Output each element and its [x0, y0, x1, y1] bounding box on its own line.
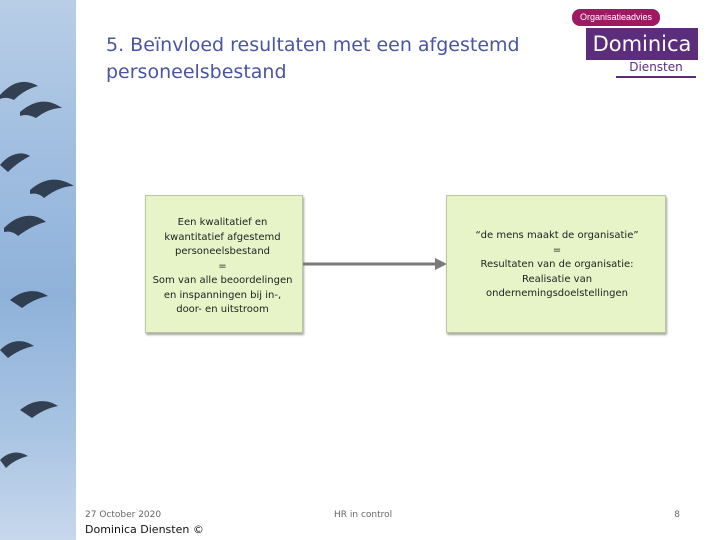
footer-company: Dominica Diensten ©: [85, 523, 204, 536]
slide-title: 5. Beïnvloed resultaten met een afgestemd personeelsbestand: [106, 34, 520, 83]
right-box-text: “de mens maakt de organisatie” = Resultaten van de organisatie: Realisatie van ondernemingsdoelstellingen: [475, 230, 639, 299]
birds-image: [0, 0, 76, 540]
logo-name: Dominica: [586, 28, 698, 60]
footer-center-text: HR in control: [334, 510, 393, 520]
left-box: [145, 195, 303, 333]
arrow-right-icon: [303, 256, 448, 272]
logo-sub: Diensten: [616, 60, 696, 78]
left-box-text: Een kwalitatief en kwantitatief afgestemd personeelsbestand = Som van alle beoordelingen en inspanningen bij in-, door- en uitstroom: [152, 217, 293, 315]
dominica-logo: [566, 8, 706, 72]
logo-badge: Organisatieadvies: [572, 9, 660, 26]
decorative-birds-strip: [0, 0, 76, 540]
page-number: 8: [674, 510, 680, 520]
footer-date: 27 October 2020: [85, 510, 162, 520]
right-box: [446, 195, 666, 333]
